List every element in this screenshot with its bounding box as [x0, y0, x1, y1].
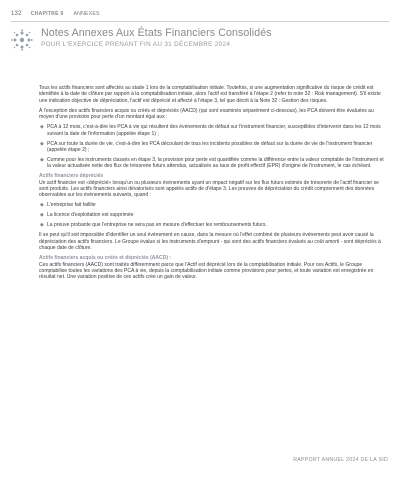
section-heading: Actifs financiers dépréciés — [39, 173, 104, 180]
list-item-text: PCA à 12 mois, c'est-à-dire les PCA à vie qui résultent des événements de défaut sur l'instrument financier, susceptibles d'intervenir dans les 12 mois suivant la date de l'information (appelée étape 1) ; — [47, 124, 381, 137]
list-item — [39, 222, 388, 228]
paragraph: Tous les actifs financiers sont affectés au stade 1 lors de la comptabilisation initiale. Toutefois, si une augmentation significative du risque de crédit est identifiée à la date de clôture par rapport à la comptabilisation initiale, alors l'actif est transféré à l'étape 2 (refer to note 32 : Risk management). S'il existe une indication objective de dépréciation, l'actif est déprécié et affecté à l'étape 3, tel que décrit à la Note 32 : Gestion des risques. — [39, 85, 381, 104]
section-heading: Actifs financiers acquis ou créés et dépréciés (AACD) : — [39, 255, 172, 262]
paragraph: Ces actifs financiers (AACD) sont traités différemment parce que l'Actif est déprécié lors de la comptabilisation initiale. Pour ces Actifs, le Groupe comptabilise toutes les variations des PCA à vie, depuis la comptabilisation initiale comme provisions pour pertes, et toute variation est enregistrée en résultat net. Une variation positive de ces actifs crée un gain de valeur. — [39, 261, 374, 281]
paragraph: Il se peut qu'il soit impossible d'identifier un seul événement en cause, dans la mesure où l'effet combiné de plusieurs événements peut avoir causé la dépréciation des actifs financiers. Le Groupe évalue si les instruments d'emprunt - qui sont des actifs financiers évalués au coût amorti - sont dépréciés à chaque date de clôture. — [39, 232, 381, 251]
diamond-bullet-icon: ◆ — [40, 156, 44, 163]
list-item-text: L'entreprise fait faillite — [47, 202, 96, 209]
list-item — [39, 157, 388, 170]
diamond-bullet-icon: ◆ — [40, 140, 44, 147]
bullet-list — [39, 124, 388, 169]
list-item — [39, 141, 388, 154]
list-item-text: Comme pour les instruments classés en étape 3, la provision pour perte est quantifiée comme la différence entre la valeur comptable de l'instrument et la valeur actualisée nette des flux de trésorerie futurs attendus, actualisés au taux de profit effectif (EPR) d'origine de l'instrument, le cas échéant. — [47, 156, 384, 169]
list-item — [39, 212, 388, 218]
diamond-bullet-icon: ◆ — [40, 202, 44, 209]
header-divider — [11, 21, 389, 22]
diamond-bullet-icon: ◆ — [40, 212, 44, 219]
running-header — [11, 7, 389, 21]
list-item-text: La licence d'exploitation est supprimée — [47, 212, 134, 219]
list-item — [39, 202, 388, 208]
body-content — [39, 85, 388, 284]
page-number: 132 — [11, 11, 22, 17]
section-label: ANNEXES — [73, 11, 100, 17]
title-block — [11, 27, 389, 67]
page-title: Notes Annexes Aux États Financiers Consolidés — [41, 27, 272, 39]
circular-pattern-logo — [11, 29, 33, 51]
list-item — [39, 124, 388, 137]
paragraph: À l'exception des actifs financiers acquis ou créés et dépréciés (AACD) (qui sont examinés séparément ci-dessous), les PCA doivent être évaluées au moyen d'une provision pour perte d'un montant égal aux : — [39, 107, 374, 121]
page-subtitle: POUR L'EXERCICE PRENANT FIN AU 31 DÉCEMBRE 2024 — [41, 41, 231, 48]
list-item-text: La preuve probante que l'entreprise ne sera pas en mesure d'effectuer les remboursements futurs. — [47, 222, 267, 229]
diamond-bullet-icon: ◆ — [40, 124, 44, 131]
list-item-text: PCA sur toute la durée de vie, c'est-à-dire les PCA découlant de tous les incidents possibles de défaut sur la durée de vie de l'instrument financier (appelée étape 2) ; — [47, 140, 373, 153]
chapter-label: CHAPITRE 9 — [30, 11, 64, 17]
footer-text: RAPPORT ANNUEL 2024 DE LA SID — [293, 457, 388, 463]
paragraph: Un actif financier est «déprécié» lorsqu'un ou plusieurs événements ayant un impact négatif sur les flux futurs estimés de trésorerie de l'actif financier se sont produits. Les actifs financiers ainsi dévalorisés sont appelés actifs de d'étape 3. Les preuves de dépréciation du crédit comprennent des données observables sur les événements suivants, quand : — [39, 179, 379, 199]
diamond-bullet-icon: ◆ — [40, 222, 44, 229]
bullet-list — [39, 202, 388, 228]
